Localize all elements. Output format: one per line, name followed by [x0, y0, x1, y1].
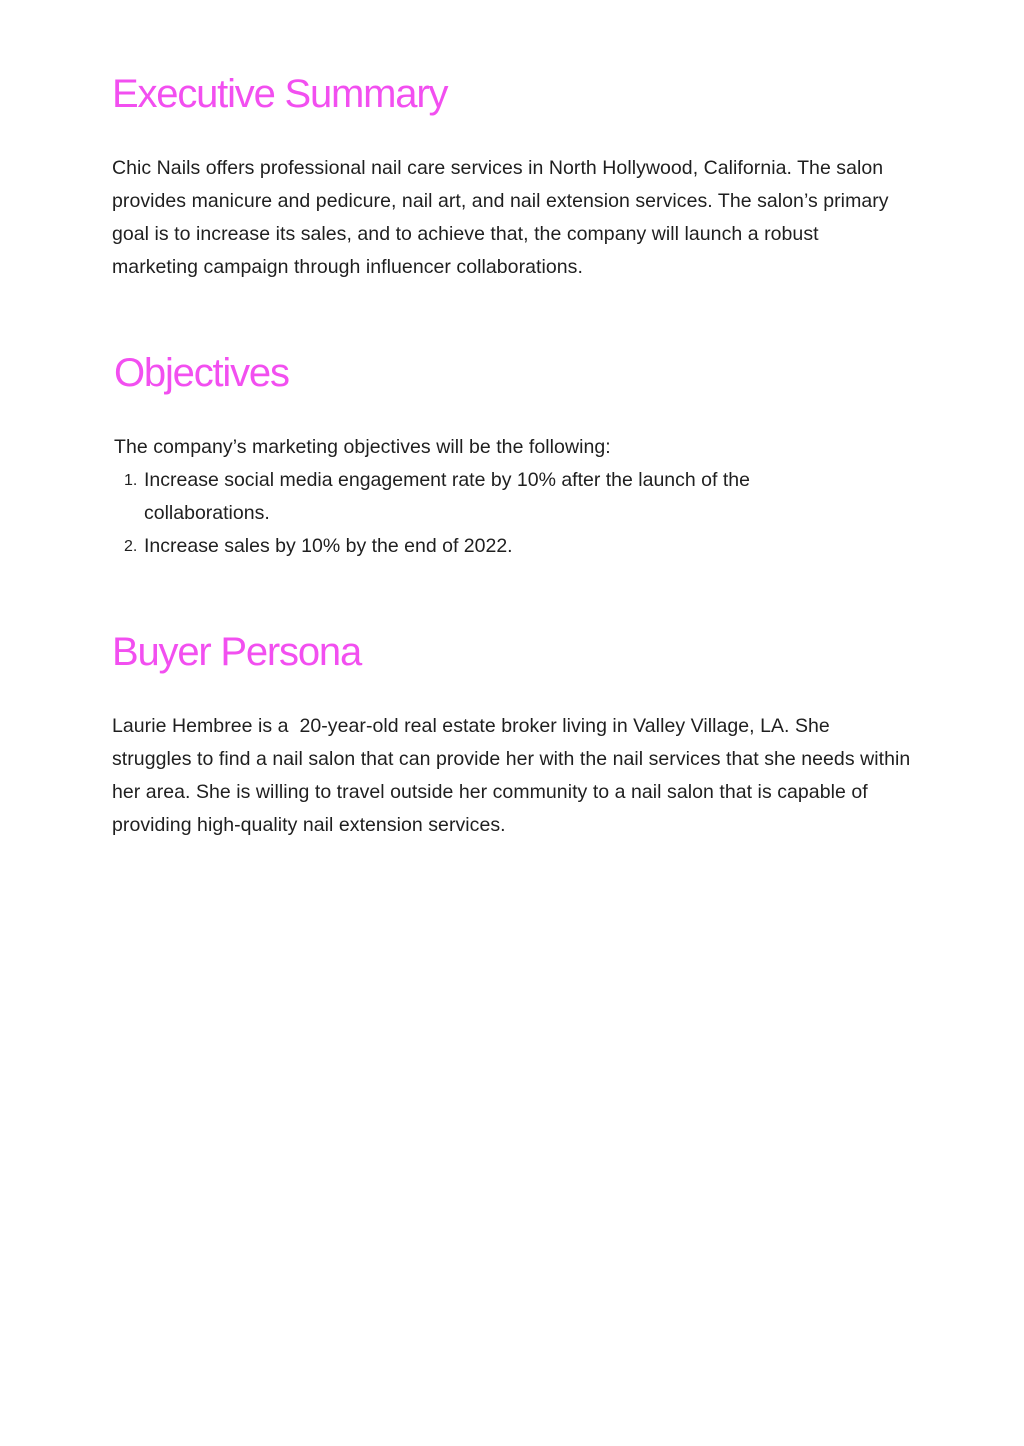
objective-number: 2. — [124, 538, 138, 555]
buyer-persona-heading: Buyer Persona — [112, 630, 361, 674]
buyer-persona-paragraph: Laurie Hembree is a 20-year-old real estate broker living in Valley Village, LA. She struggles to find a nail salon that can provide her with the nail services that she needs within her area. She is willing to travel outside her community to a nail salon that is capable of providing high-quality nail extension services. — [112, 715, 916, 836]
objective-item — [114, 530, 814, 563]
objective-text: Increase sales by 10% by the end of 2022. — [144, 535, 513, 557]
objectives-list — [114, 464, 814, 563]
executive-summary-heading: Executive Summary — [112, 72, 448, 116]
objectives-heading: Objectives — [114, 351, 289, 395]
objective-number: 1. — [124, 472, 138, 489]
objectives-intro: The company’s marketing objectives will be the following: — [114, 436, 611, 458]
executive-summary-paragraph: Chic Nails offers professional nail care services in North Hollywood, California. The salon provides manicure and pedicure, nail art, and nail extension services. The salon’s primary goal is to increase its sales, and to achieve that, the company will launch a robust marketing campaign through influencer collaborations. — [112, 157, 889, 278]
objective-item — [114, 464, 814, 530]
objective-text: Increase social media engagement rate by 10% after the launch of the collaborations. — [144, 469, 750, 524]
